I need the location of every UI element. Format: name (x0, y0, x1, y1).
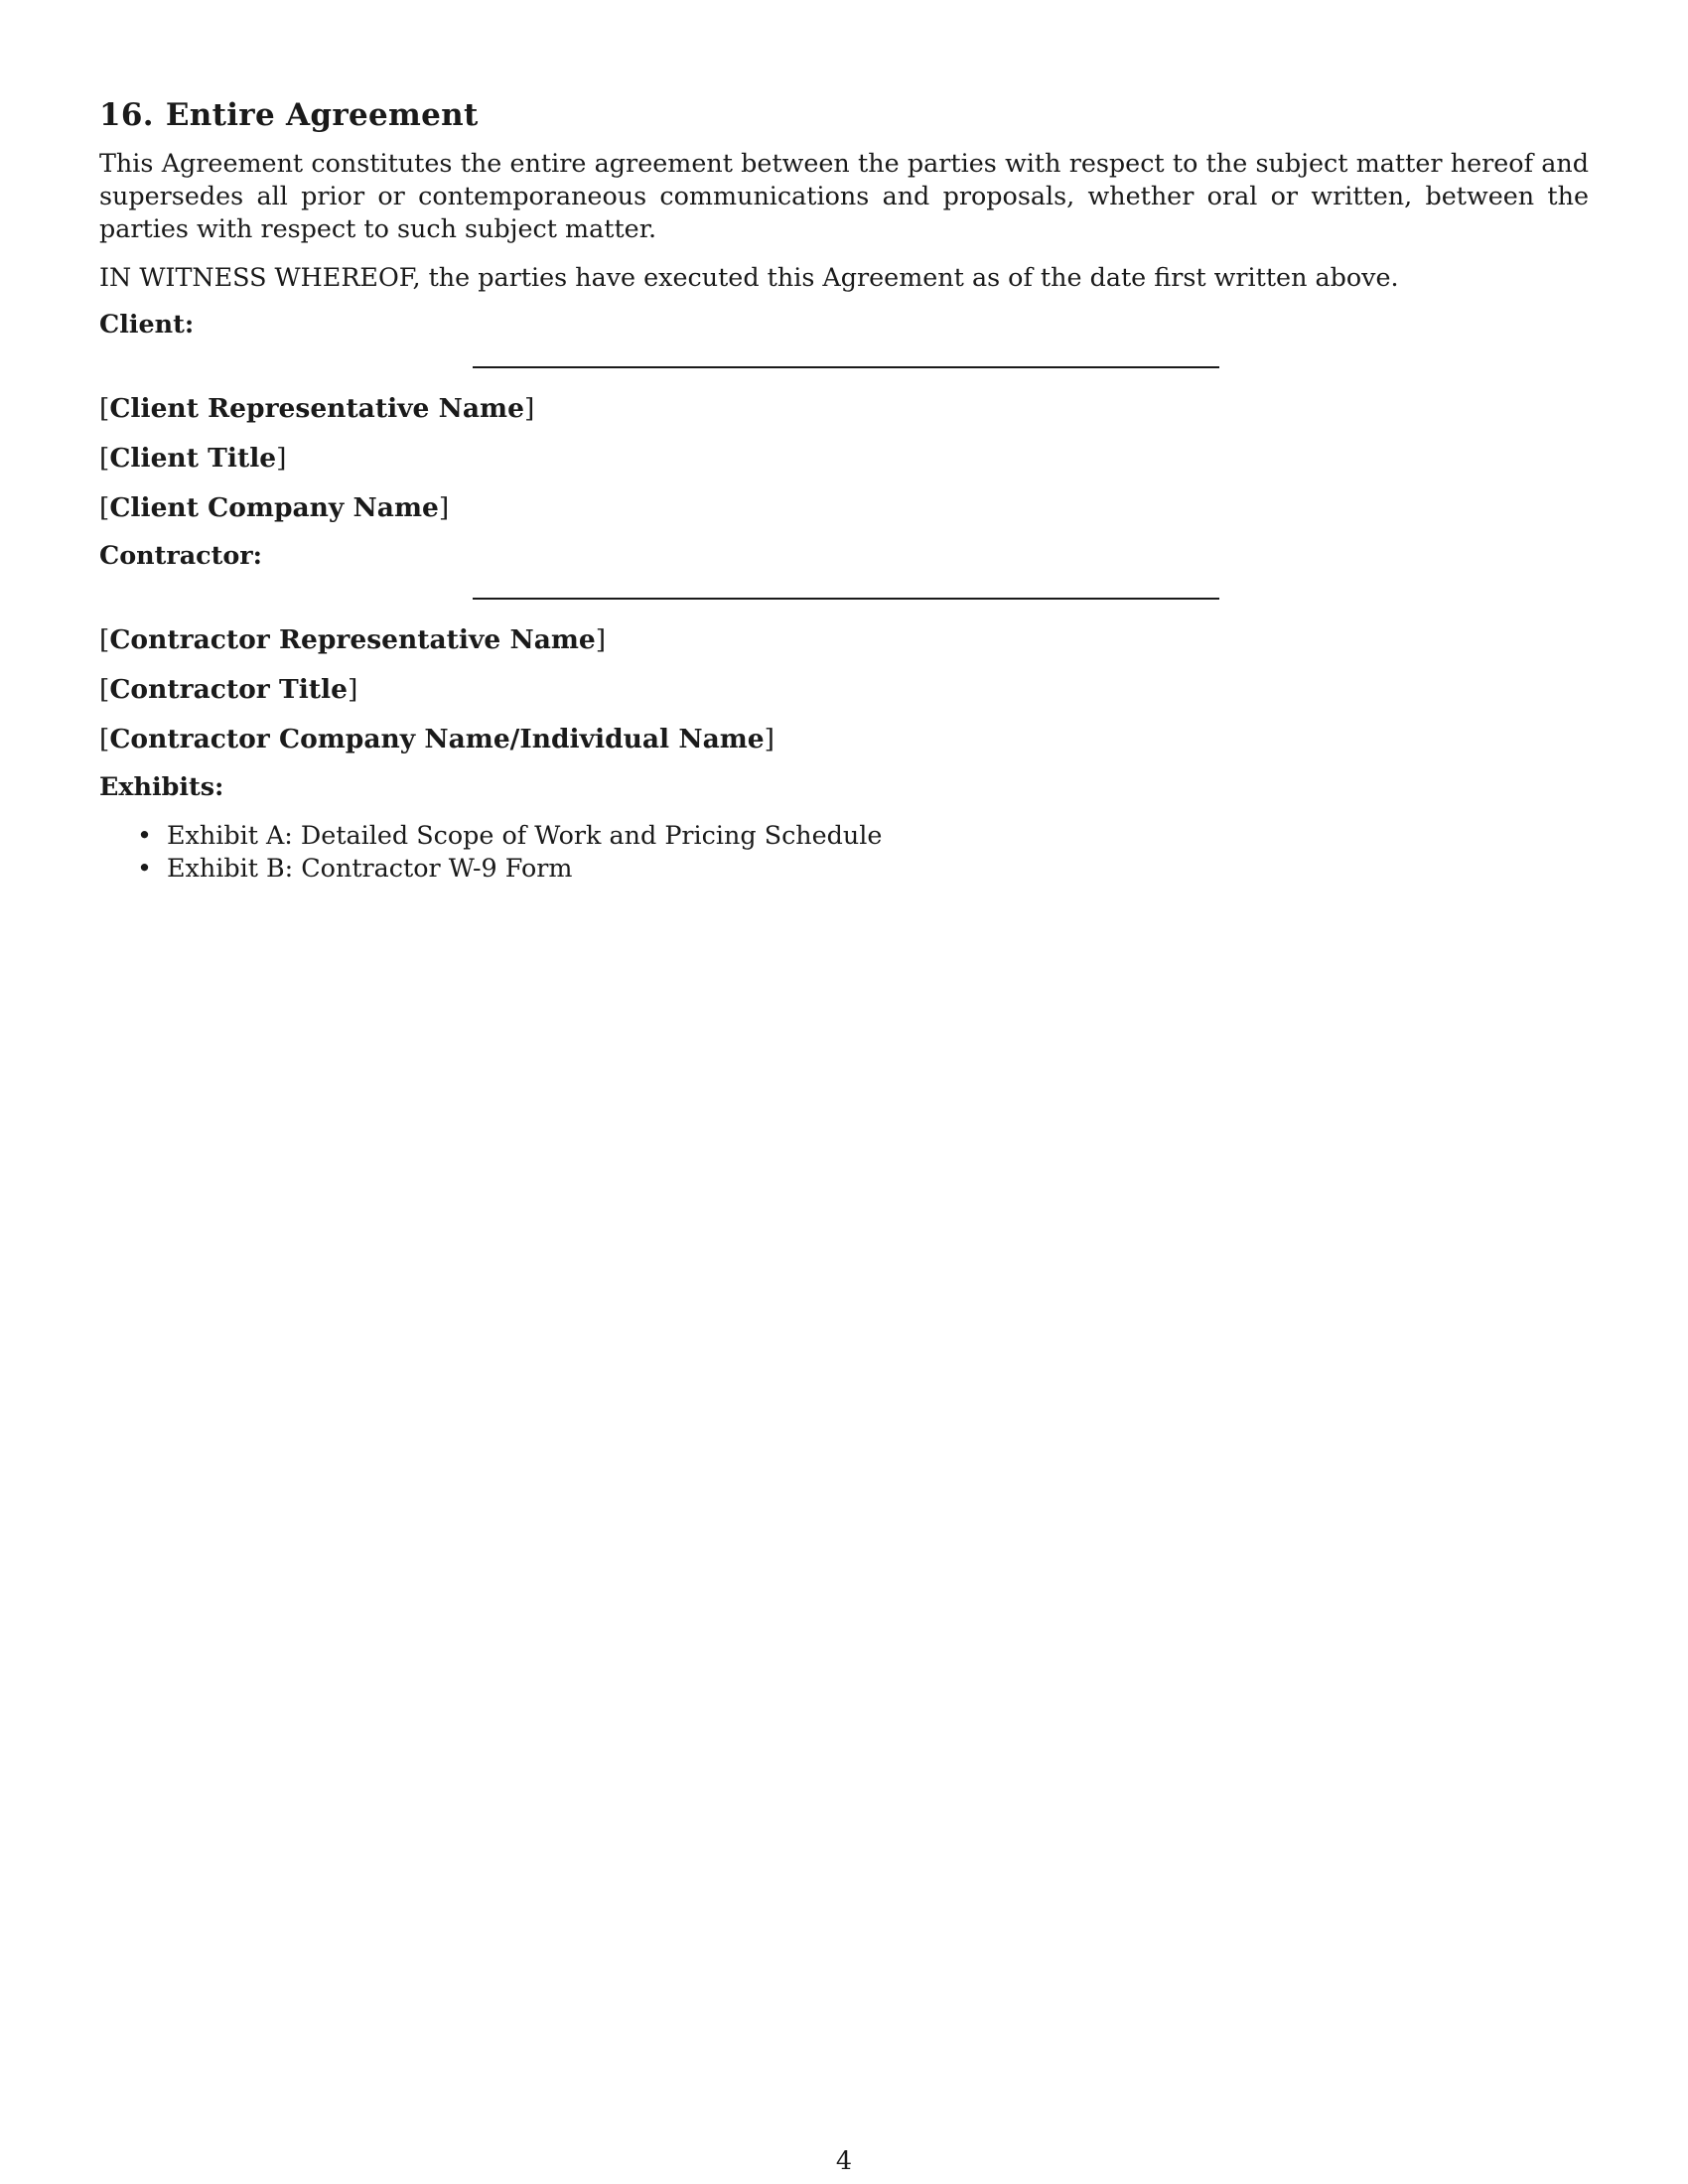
section-number: 16. (99, 97, 154, 133)
client-company-text: Client Company Name (109, 492, 439, 523)
exhibits-label: Exhibits: (99, 771, 224, 801)
page-number: 4 (835, 2145, 853, 2175)
entire-agreement-paragraph: This Agreement constitutes the entire agreement between the parties with respect to the subject matter hereof and supersedes all prior or contemporaneous communications and proposals, whether oral or written, between the parties with respect to such subject matter. (99, 148, 1589, 243)
contractor-representative-text: Contractor Representative Name (109, 624, 596, 655)
exhibit-a: Exhibit A: Detailed Scope of Work and Pricing Schedule (167, 820, 883, 850)
section-heading (99, 95, 1589, 135)
contractor-company-text: Contractor Company Name/Individual Name (109, 724, 765, 754)
bullet-icon: • (137, 853, 152, 883)
bullet-icon: • (137, 820, 152, 850)
client-label: Client: (99, 309, 195, 339)
client-representative-text: Client Representative Name (109, 393, 524, 424)
section-title: Entire Agreement (165, 97, 479, 133)
contractor-title: [Contractor Title] (99, 674, 358, 705)
client-signature-block (99, 308, 1589, 525)
client-title: [Client Title] (99, 443, 287, 474)
exhibit-b: Exhibit B: Contractor W-9 Form (167, 853, 573, 883)
exhibits-section (99, 770, 1589, 885)
document-page (99, 95, 1589, 885)
client-title-text: Client Title (109, 443, 277, 474)
list-item (137, 852, 1589, 885)
contractor-signature-block (99, 539, 1589, 756)
contractor-representative-name: [Contractor Representative Name] (99, 624, 607, 655)
client-signature-line (473, 366, 1219, 368)
exhibits-list (99, 819, 1589, 885)
contractor-signature-line (473, 598, 1219, 600)
contractor-title-text: Contractor Title (109, 674, 348, 705)
contractor-company-name: [Contractor Company Name/Individual Name] (99, 724, 774, 754)
list-item (137, 819, 1589, 852)
client-company-name: [Client Company Name] (99, 492, 450, 523)
witness-statement: IN WITNESS WHEREOF, the parties have executed this Agreement as of the date first written above. (99, 262, 1399, 292)
client-representative-name: [Client Representative Name] (99, 393, 535, 424)
contractor-label: Contractor: (99, 540, 263, 570)
